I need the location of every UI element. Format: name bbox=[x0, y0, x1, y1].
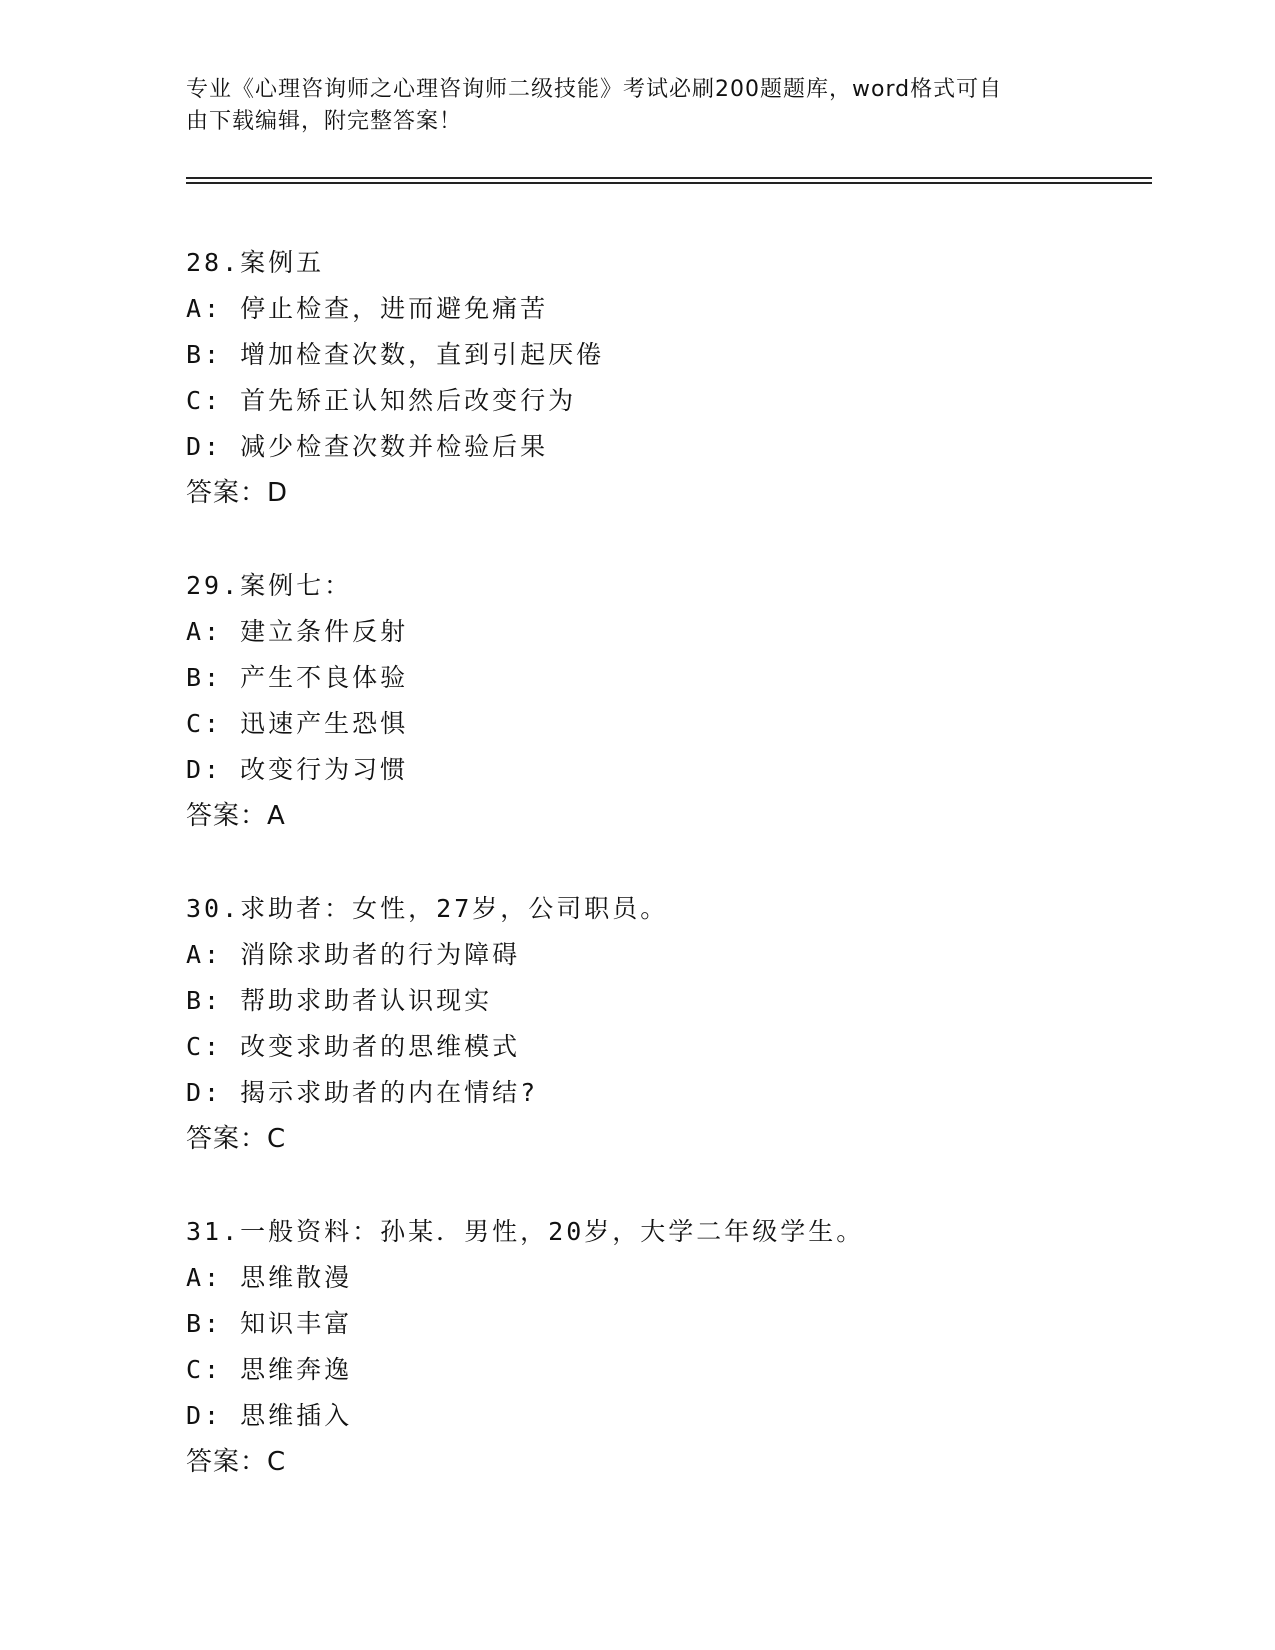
option-c: C: 迅速产生恐惧 bbox=[186, 709, 409, 738]
answer-line: 答案：A bbox=[186, 801, 286, 831]
option-a: A: 建立条件反射 bbox=[186, 617, 409, 646]
question-30 bbox=[186, 886, 1146, 1162]
question-title: 28.案例五 bbox=[186, 248, 325, 277]
question-28 bbox=[186, 240, 1146, 516]
header-divider-bottom bbox=[186, 182, 1152, 184]
answer-line: 答案：C bbox=[186, 1124, 287, 1154]
option-d: D: 改变行为习惯 bbox=[186, 755, 409, 784]
question-list bbox=[186, 240, 1146, 1532]
answer-line: 答案：D bbox=[186, 478, 289, 508]
option-c: C: 首先矫正认知然后改变行为 bbox=[186, 386, 577, 415]
option-c: C: 思维奔逸 bbox=[186, 1355, 353, 1384]
option-b: B: 增加检查次数，直到引起厌倦 bbox=[186, 340, 605, 369]
document-header bbox=[186, 74, 1086, 138]
option-d: D: 减少检查次数并检验后果 bbox=[186, 432, 549, 461]
option-a: A: 消除求助者的行为障碍 bbox=[186, 940, 521, 969]
header-line-2: 由下载编辑，附完整答案！ bbox=[186, 109, 463, 134]
option-c: C: 改变求助者的思维模式 bbox=[186, 1032, 521, 1061]
header-divider-top bbox=[186, 177, 1152, 179]
option-b: B: 产生不良体验 bbox=[186, 663, 409, 692]
question-29 bbox=[186, 563, 1146, 839]
option-b: B: 知识丰富 bbox=[186, 1309, 353, 1338]
header-line-1: 专业《心理咨询师之心理咨询师二级技能》考试必刷200题题库，word格式可自 bbox=[186, 77, 1003, 102]
option-d: D: 揭示求助者的内在情结? bbox=[186, 1078, 539, 1107]
option-b: B: 帮助求助者认识现实 bbox=[186, 986, 493, 1015]
question-title: 29.案例七： bbox=[186, 571, 353, 600]
question-31 bbox=[186, 1209, 1146, 1485]
option-a: A: 停止检查，进而避免痛苦 bbox=[186, 294, 549, 323]
question-title: 30.求助者：女性，27岁，公司职员。 bbox=[186, 894, 669, 923]
answer-line: 答案：C bbox=[186, 1447, 287, 1477]
question-title: 31.一般资料：孙某．男性，20岁，大学二年级学生。 bbox=[186, 1217, 865, 1246]
option-a: A: 思维散漫 bbox=[186, 1263, 353, 1292]
option-d: D: 思维插入 bbox=[186, 1401, 353, 1430]
